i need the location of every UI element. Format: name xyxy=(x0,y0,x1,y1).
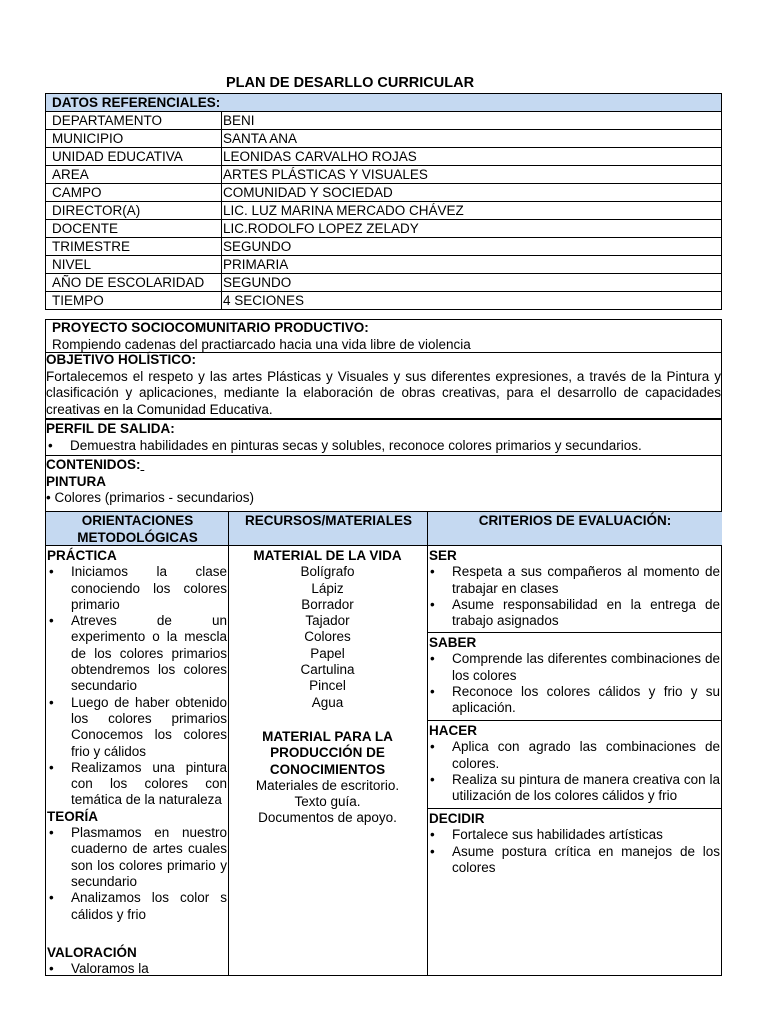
criterio-item: • Asume responsabilidad en la entrega de trabajo asignados xyxy=(428,597,720,630)
practica-item: • Atreves de un experimento o la mescla de los colores primarios obtendremos los colores secundario xyxy=(47,613,227,694)
objetivo-text: Fortalecemos el respeto y las artes Plásticas y Visuales y sus diferentes expresiones, a través de la Pintura y clasificación y aplicaciones, mediante la elaboración de obras creativas, para el desarrollo de capacidades creativas en la Comunidad Educativa. xyxy=(46,368,721,417)
objetivo-header: OBJETIVO HOLÍSTICO: xyxy=(46,352,197,367)
valoracion-title: VALORACIÓN xyxy=(47,944,137,960)
material-produccion-item: Documentos de apoyo. xyxy=(258,810,397,826)
contenidos-subheader: PINTURA xyxy=(46,473,106,489)
datos-referenciales-table xyxy=(45,93,722,310)
referencial-label: DOCENTE xyxy=(46,220,222,238)
practica-title: PRÁCTICA xyxy=(47,548,117,563)
referencial-value: SANTA ANA xyxy=(222,130,722,148)
criterio-title: HACER xyxy=(429,723,478,738)
referencial-value: BENI xyxy=(222,112,722,130)
referencial-label: MUNICIPIO xyxy=(46,130,222,148)
datos-referenciales-row xyxy=(46,274,722,292)
criterios-column xyxy=(428,546,721,969)
referencial-value: LIC. LUZ MARINA MERCADO CHÁVEZ xyxy=(222,202,722,220)
practica-item: • Iniciamos la clase conociendo los colores primario xyxy=(47,564,227,613)
criterio-item: • Asume postura crítica en manejos de los colores xyxy=(428,844,720,877)
criterio-saber xyxy=(428,633,721,721)
orientaciones-column xyxy=(47,546,227,977)
datos-referenciales-row xyxy=(46,202,722,220)
datos-referenciales-row xyxy=(46,130,722,148)
contenidos-section xyxy=(45,455,722,512)
material-vida-item: Bolígrafo xyxy=(300,564,355,580)
criterio-decidir xyxy=(428,809,721,969)
referencial-value: COMUNIDAD Y SOCIEDAD xyxy=(222,184,722,202)
referencial-value: LIC.RODOLFO LOPEZ ZELADY xyxy=(222,220,722,238)
datos-referenciales-row xyxy=(46,292,722,310)
datos-referenciales-header: DATOS REFERENCIALES: xyxy=(46,94,722,112)
datos-referenciales-row xyxy=(46,148,722,166)
datos-referenciales-row xyxy=(46,238,722,256)
teoria-item: • Plasmamos en nuestro cuaderno de artes cuales son los colores primario y secundario xyxy=(47,825,227,890)
datos-referenciales-row xyxy=(46,166,722,184)
material-vida-item: Agua xyxy=(311,694,344,710)
criterio-item: • Respeta a sus compañeros al momento de trabajar en clases xyxy=(428,564,720,597)
contenidos-header: CONTENIDOS: xyxy=(46,457,141,472)
criterio-title: DECIDIR xyxy=(429,811,485,826)
perfil-header: PERFIL DE SALIDA: xyxy=(46,421,175,436)
col-header-orientaciones: ORIENTACIONES METODOLÓGICAS xyxy=(46,512,229,546)
criterio-item: • Aplica con agrado las combinaciones de colores. xyxy=(428,739,720,772)
criterio-hacer xyxy=(428,721,721,809)
datos-referenciales-row xyxy=(46,184,722,202)
teoria-title: TEORÍA xyxy=(47,808,99,824)
practica-list xyxy=(47,564,227,808)
criterio-title: SER xyxy=(429,548,457,563)
criterio-item: • Comprende las diferentes combinaciones de los colores xyxy=(428,651,720,684)
referencial-value: SEGUNDO xyxy=(222,238,722,256)
recursos-column xyxy=(229,546,426,827)
referencial-value: PRIMARIA xyxy=(222,256,722,274)
col-header-criterios: CRITERIOS DE EVALUACIÓN: xyxy=(428,512,722,546)
material-vida-item: Lápiz xyxy=(311,580,344,596)
practica-item: • Luego de haber obtenido los colores primarios Conocemos los colores frio y cálidos xyxy=(47,695,227,760)
material-produccion-item: Materiales de escritorio. xyxy=(255,777,400,793)
referencial-label: AÑO DE ESCOLARIDAD xyxy=(46,274,222,292)
datos-referenciales-row xyxy=(46,112,722,130)
referencial-value: ARTES PLÁSTICAS Y VISUALES xyxy=(222,166,722,184)
datos-referenciales-row xyxy=(46,220,722,238)
referencial-label: TIEMPO xyxy=(46,292,222,310)
teoria-list xyxy=(47,825,227,923)
material-vida-item: Borrador xyxy=(301,596,354,612)
criterio-item: • Reconoce los colores cálidos y frio y su aplicación. xyxy=(428,684,720,717)
datos-referenciales-header-row xyxy=(46,94,722,112)
perfil-section xyxy=(45,419,722,456)
material-produccion-item: Texto guía. xyxy=(294,794,361,810)
criterio-item: • Fortalece sus habilidades artísticas xyxy=(428,827,720,843)
criterio-title: SABER xyxy=(429,635,477,650)
criterio-item: • Realiza su pintura de manera creativa con la utilización de los colores cálidos y frio xyxy=(428,772,720,805)
datos-referenciales-row xyxy=(46,256,722,274)
material-produccion-title: MATERIAL PARA LA PRODUCCIÓN DE CONOCIMIENTOS xyxy=(262,728,393,777)
referencial-label: UNIDAD EDUCATIVA xyxy=(46,148,222,166)
material-vida-item: Papel xyxy=(310,645,345,661)
referencial-value: LEONIDAS CARVALHO ROJAS xyxy=(222,148,722,166)
referencial-label: CAMPO xyxy=(46,184,222,202)
referencial-label: NIVEL xyxy=(46,256,222,274)
referencial-label: DEPARTAMENTO xyxy=(46,112,222,130)
perfil-item: • Demuestra habilidades en pinturas secas y solubles, reconoce colores primarios y secundarios. xyxy=(46,438,721,455)
material-vida-item: Tajador xyxy=(305,613,350,629)
teoria-item: • Analizamos los color s cálidos y frio xyxy=(47,890,227,923)
referencial-label: TRIMESTRE xyxy=(46,238,222,256)
referencial-label: DIRECTOR(A) xyxy=(46,202,222,220)
practica-item: • Realizamos una pintura con los colores con temática de la naturaleza xyxy=(47,760,227,809)
valoracion-list xyxy=(47,961,227,977)
material-vida-list xyxy=(229,564,426,711)
col-header-recursos: RECURSOS/MATERIALES xyxy=(229,512,428,546)
criterio-ser xyxy=(428,546,721,633)
material-vida-item: Colores xyxy=(304,629,351,645)
referencial-value: 4 SECIONES xyxy=(222,292,722,310)
material-vida-title: MATERIAL DE LA VIDA xyxy=(253,548,402,563)
referencial-value: SEGUNDO xyxy=(222,274,722,292)
objetivo-section xyxy=(45,352,722,419)
referencial-label: AREA xyxy=(46,166,222,184)
material-vida-item: Pincel xyxy=(309,678,346,694)
valoracion-item: • Valoramos la xyxy=(47,961,227,977)
contenidos-item: • Colores (primarios - secundarios) xyxy=(46,490,255,505)
material-vida-item: Cartulina xyxy=(300,662,355,678)
material-produccion-list xyxy=(229,778,426,827)
plan-columns xyxy=(45,511,722,976)
proyecto-text: Rompiendo cadenas del practiarcado hacia una vida libre de violencia xyxy=(52,336,471,352)
proyecto-header: PROYECTO SOCIOCOMUNITARIO PRODUCTIVO: xyxy=(52,320,369,335)
proyecto-section xyxy=(45,319,722,353)
document-title: PLAN DE DESARLLO CURRICULAR xyxy=(225,75,475,91)
